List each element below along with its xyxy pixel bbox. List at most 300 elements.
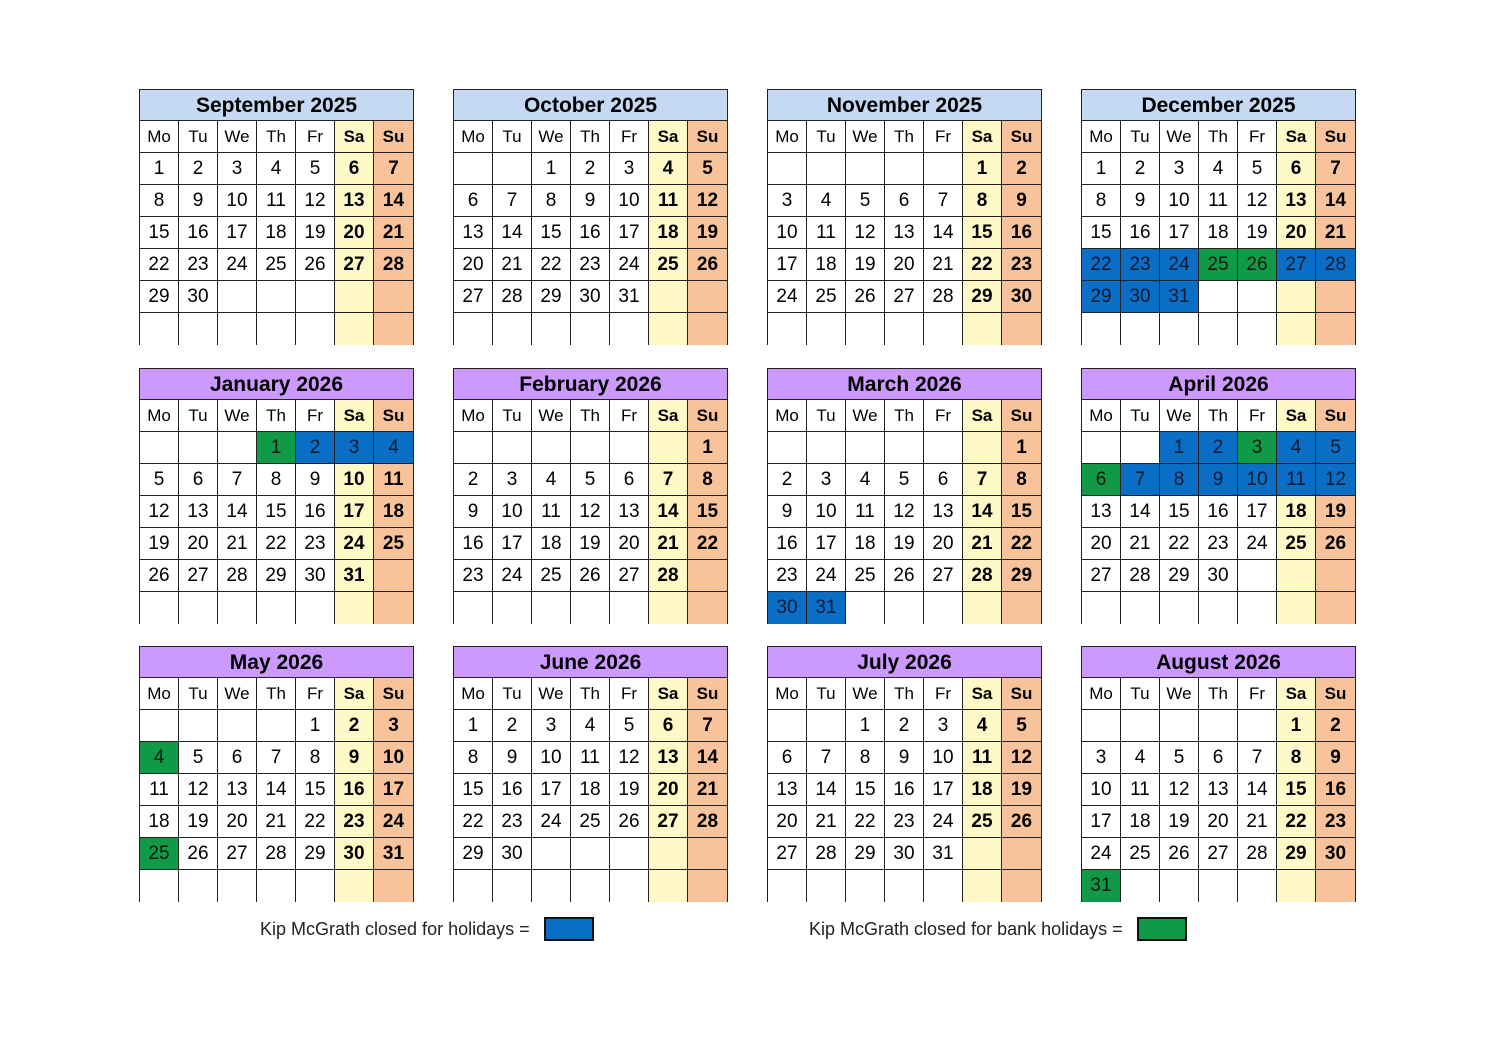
day-cell: 4	[1277, 432, 1316, 464]
month-grid	[768, 678, 1041, 902]
day-cell: 25	[571, 806, 610, 838]
empty-day-cell	[1121, 313, 1160, 345]
day-cell: 24	[1238, 528, 1277, 560]
day-cell: 30	[179, 281, 218, 313]
day-cell: 1	[257, 432, 296, 464]
empty-day-cell	[493, 432, 532, 464]
day-cell: 13	[768, 774, 807, 806]
weekday-header: Su	[688, 678, 727, 710]
weekday-header: Fr	[1238, 678, 1277, 710]
weekday-header: Su	[1316, 400, 1355, 432]
day-cell: 23	[1316, 806, 1355, 838]
day-cell: 11	[963, 742, 1002, 774]
empty-day-cell	[807, 153, 846, 185]
empty-day-cell	[1199, 710, 1238, 742]
weekday-header: Tu	[179, 678, 218, 710]
day-cell: 17	[610, 217, 649, 249]
day-cell: 13	[1199, 774, 1238, 806]
empty-day-cell	[688, 838, 727, 870]
empty-day-cell	[571, 432, 610, 464]
day-cell: 19	[296, 217, 335, 249]
day-cell: 22	[1160, 528, 1199, 560]
empty-day-cell	[179, 313, 218, 345]
weekday-header: Mo	[454, 678, 493, 710]
day-cell: 14	[218, 496, 257, 528]
day-cell: 14	[493, 217, 532, 249]
day-cell: 10	[493, 496, 532, 528]
empty-day-cell	[257, 281, 296, 313]
day-cell: 11	[649, 185, 688, 217]
empty-day-cell	[1199, 870, 1238, 902]
empty-day-cell	[179, 870, 218, 902]
day-cell: 20	[1199, 806, 1238, 838]
day-cell: 16	[768, 528, 807, 560]
day-cell: 27	[1277, 249, 1316, 281]
day-cell: 6	[924, 464, 963, 496]
day-cell: 12	[688, 185, 727, 217]
day-cell: 3	[374, 710, 413, 742]
weekday-header: Mo	[140, 121, 179, 153]
day-cell: 12	[1316, 464, 1355, 496]
day-cell: 10	[924, 742, 963, 774]
day-cell: 11	[374, 464, 413, 496]
day-cell: 21	[257, 806, 296, 838]
day-cell: 9	[493, 742, 532, 774]
month-grid	[454, 400, 727, 624]
empty-day-cell	[688, 281, 727, 313]
empty-day-cell	[1082, 432, 1121, 464]
day-cell: 31	[924, 838, 963, 870]
empty-day-cell	[374, 560, 413, 592]
month-grid	[454, 121, 727, 345]
empty-day-cell	[924, 592, 963, 624]
empty-day-cell	[1121, 710, 1160, 742]
day-cell: 31	[1082, 870, 1121, 902]
day-cell: 22	[688, 528, 727, 560]
legend-holidays-label: Kip McGrath closed for holidays =	[260, 918, 530, 939]
weekday-header: We	[218, 678, 257, 710]
day-cell: 13	[218, 774, 257, 806]
day-cell: 13	[649, 742, 688, 774]
day-cell: 12	[610, 742, 649, 774]
day-cell: 11	[571, 742, 610, 774]
weekday-header: Fr	[924, 121, 963, 153]
empty-day-cell	[1238, 592, 1277, 624]
weekday-header: Fr	[296, 678, 335, 710]
empty-day-cell	[296, 870, 335, 902]
empty-day-cell	[1199, 313, 1238, 345]
day-cell: 26	[1002, 806, 1041, 838]
day-cell: 18	[140, 806, 179, 838]
weekday-header: Sa	[963, 121, 1002, 153]
empty-day-cell	[532, 432, 571, 464]
day-cell: 9	[296, 464, 335, 496]
day-cell: 28	[649, 560, 688, 592]
empty-day-cell	[532, 313, 571, 345]
weekday-header: Fr	[1238, 121, 1277, 153]
empty-day-cell	[807, 710, 846, 742]
day-cell: 14	[1316, 185, 1355, 217]
day-cell: 7	[1238, 742, 1277, 774]
day-cell: 11	[807, 217, 846, 249]
empty-day-cell	[885, 592, 924, 624]
day-cell: 27	[768, 838, 807, 870]
day-cell: 15	[1277, 774, 1316, 806]
empty-day-cell	[1316, 560, 1355, 592]
day-cell: 21	[1316, 217, 1355, 249]
day-cell: 5	[296, 153, 335, 185]
day-cell: 23	[296, 528, 335, 560]
day-cell: 15	[140, 217, 179, 249]
day-cell: 3	[218, 153, 257, 185]
weekday-header: Fr	[610, 678, 649, 710]
day-cell: 26	[885, 560, 924, 592]
weekday-header: Tu	[807, 121, 846, 153]
day-cell: 10	[335, 464, 374, 496]
day-cell: 6	[335, 153, 374, 185]
day-cell: 29	[1002, 560, 1041, 592]
empty-day-cell	[1238, 281, 1277, 313]
day-cell: 10	[532, 742, 571, 774]
day-cell: 16	[296, 496, 335, 528]
day-cell: 14	[1121, 496, 1160, 528]
day-cell: 31	[1160, 281, 1199, 313]
day-cell: 4	[140, 742, 179, 774]
empty-day-cell	[218, 313, 257, 345]
day-cell: 3	[532, 710, 571, 742]
day-cell: 6	[454, 185, 493, 217]
day-cell: 22	[296, 806, 335, 838]
day-cell: 28	[374, 249, 413, 281]
day-cell: 13	[610, 496, 649, 528]
day-cell: 17	[335, 496, 374, 528]
day-cell: 22	[140, 249, 179, 281]
day-cell: 18	[1199, 217, 1238, 249]
day-cell: 9	[1199, 464, 1238, 496]
weekday-header: Mo	[1082, 400, 1121, 432]
day-cell: 1	[140, 153, 179, 185]
day-cell: 24	[807, 560, 846, 592]
empty-day-cell	[963, 432, 1002, 464]
day-cell: 14	[963, 496, 1002, 528]
day-cell: 12	[1238, 185, 1277, 217]
day-cell: 26	[140, 560, 179, 592]
day-cell: 6	[1082, 464, 1121, 496]
day-cell: 29	[963, 281, 1002, 313]
day-cell: 13	[335, 185, 374, 217]
day-cell: 26	[1238, 249, 1277, 281]
weekday-header: Th	[885, 121, 924, 153]
day-cell: 2	[885, 710, 924, 742]
day-cell: 19	[610, 774, 649, 806]
day-cell: 10	[1160, 185, 1199, 217]
day-cell: 16	[571, 217, 610, 249]
empty-day-cell	[1277, 281, 1316, 313]
day-cell: 18	[649, 217, 688, 249]
weekday-header: Fr	[610, 400, 649, 432]
day-cell: 6	[885, 185, 924, 217]
day-cell: 7	[1121, 464, 1160, 496]
day-cell: 30	[885, 838, 924, 870]
weekday-header: Su	[688, 400, 727, 432]
weekday-header: We	[532, 121, 571, 153]
day-cell: 30	[1199, 560, 1238, 592]
day-cell: 21	[688, 774, 727, 806]
weekday-header: Sa	[335, 121, 374, 153]
day-cell: 9	[1316, 742, 1355, 774]
day-cell: 1	[1160, 432, 1199, 464]
day-cell: 10	[807, 496, 846, 528]
day-cell: 26	[571, 560, 610, 592]
empty-day-cell	[1316, 870, 1355, 902]
day-cell: 24	[218, 249, 257, 281]
empty-day-cell	[1160, 870, 1199, 902]
day-cell: 22	[1082, 249, 1121, 281]
day-cell: 23	[179, 249, 218, 281]
day-cell: 23	[335, 806, 374, 838]
day-cell: 1	[1277, 710, 1316, 742]
legend-bank-holidays-label: Kip McGrath closed for bank holidays =	[809, 918, 1123, 939]
empty-day-cell	[649, 592, 688, 624]
day-cell: 15	[688, 496, 727, 528]
day-cell: 24	[1082, 838, 1121, 870]
empty-day-cell	[454, 592, 493, 624]
legend-bank-holidays	[809, 914, 1187, 944]
day-cell: 25	[257, 249, 296, 281]
day-cell: 9	[179, 185, 218, 217]
empty-day-cell	[532, 870, 571, 902]
empty-day-cell	[218, 592, 257, 624]
day-cell: 26	[179, 838, 218, 870]
day-cell: 24	[1160, 249, 1199, 281]
empty-day-cell	[885, 432, 924, 464]
empty-day-cell	[924, 153, 963, 185]
day-cell: 4	[532, 464, 571, 496]
empty-day-cell	[688, 870, 727, 902]
weekday-header: Sa	[649, 400, 688, 432]
weekday-header: Sa	[963, 678, 1002, 710]
day-cell: 26	[688, 249, 727, 281]
day-cell: 27	[1082, 560, 1121, 592]
weekday-header: Su	[1316, 678, 1355, 710]
month-grid	[140, 400, 413, 624]
day-cell: 25	[374, 528, 413, 560]
empty-day-cell	[493, 153, 532, 185]
weekday-header: Th	[885, 400, 924, 432]
day-cell: 28	[924, 281, 963, 313]
month-calendar	[767, 368, 1042, 624]
weekday-header: Sa	[1277, 400, 1316, 432]
empty-day-cell	[257, 313, 296, 345]
weekday-header: Sa	[1277, 121, 1316, 153]
empty-day-cell	[1238, 313, 1277, 345]
empty-day-cell	[532, 838, 571, 870]
day-cell: 29	[257, 560, 296, 592]
day-cell: 2	[1121, 153, 1160, 185]
empty-day-cell	[1082, 313, 1121, 345]
empty-day-cell	[257, 870, 296, 902]
empty-day-cell	[335, 281, 374, 313]
day-cell: 29	[846, 838, 885, 870]
day-cell: 24	[374, 806, 413, 838]
empty-day-cell	[1002, 870, 1041, 902]
day-cell: 23	[1199, 528, 1238, 560]
day-cell: 3	[493, 464, 532, 496]
day-cell: 8	[846, 742, 885, 774]
weekday-header: We	[218, 121, 257, 153]
day-cell: 15	[1082, 217, 1121, 249]
day-cell: 8	[140, 185, 179, 217]
empty-day-cell	[140, 592, 179, 624]
weekday-header: Fr	[296, 121, 335, 153]
day-cell: 22	[846, 806, 885, 838]
day-cell: 30	[1316, 838, 1355, 870]
empty-day-cell	[1316, 592, 1355, 624]
day-cell: 1	[688, 432, 727, 464]
day-cell: 26	[296, 249, 335, 281]
weekday-header: Su	[1002, 678, 1041, 710]
weekday-header: Fr	[610, 121, 649, 153]
day-cell: 30	[335, 838, 374, 870]
day-cell: 17	[374, 774, 413, 806]
empty-day-cell	[1082, 592, 1121, 624]
day-cell: 10	[610, 185, 649, 217]
weekday-header: Sa	[335, 400, 374, 432]
empty-day-cell	[649, 870, 688, 902]
day-cell: 11	[846, 496, 885, 528]
day-cell: 21	[1238, 806, 1277, 838]
day-cell: 3	[1160, 153, 1199, 185]
day-cell: 7	[257, 742, 296, 774]
empty-day-cell	[807, 870, 846, 902]
day-cell: 29	[532, 281, 571, 313]
month-title: May 2026	[140, 647, 413, 678]
day-cell: 12	[885, 496, 924, 528]
day-cell: 23	[1121, 249, 1160, 281]
day-cell: 24	[768, 281, 807, 313]
month-grid	[454, 678, 727, 902]
day-cell: 15	[963, 217, 1002, 249]
day-cell: 7	[688, 710, 727, 742]
day-cell: 11	[532, 496, 571, 528]
day-cell: 19	[846, 249, 885, 281]
day-cell: 8	[1002, 464, 1041, 496]
day-cell: 10	[218, 185, 257, 217]
month-calendar	[1081, 646, 1356, 902]
month-grid	[1082, 678, 1355, 902]
day-cell: 16	[493, 774, 532, 806]
day-cell: 19	[1160, 806, 1199, 838]
day-cell: 29	[140, 281, 179, 313]
day-cell: 30	[296, 560, 335, 592]
day-cell: 5	[846, 185, 885, 217]
day-cell: 30	[571, 281, 610, 313]
day-cell: 17	[768, 249, 807, 281]
day-cell: 25	[649, 249, 688, 281]
weekday-header: Tu	[1121, 678, 1160, 710]
day-cell: 31	[374, 838, 413, 870]
day-cell: 19	[179, 806, 218, 838]
empty-day-cell	[610, 592, 649, 624]
empty-day-cell	[963, 592, 1002, 624]
empty-day-cell	[1277, 870, 1316, 902]
day-cell: 23	[1002, 249, 1041, 281]
empty-day-cell	[179, 710, 218, 742]
day-cell: 17	[1238, 496, 1277, 528]
day-cell: 7	[924, 185, 963, 217]
day-cell: 8	[963, 185, 1002, 217]
day-cell: 23	[768, 560, 807, 592]
day-cell: 28	[688, 806, 727, 838]
empty-day-cell	[885, 153, 924, 185]
day-cell: 26	[846, 281, 885, 313]
day-cell: 17	[924, 774, 963, 806]
day-cell: 26	[1316, 528, 1355, 560]
day-cell: 6	[1199, 742, 1238, 774]
day-cell: 23	[493, 806, 532, 838]
empty-day-cell	[1199, 281, 1238, 313]
day-cell: 21	[493, 249, 532, 281]
empty-day-cell	[571, 870, 610, 902]
day-cell: 29	[1160, 560, 1199, 592]
weekday-header: Mo	[140, 400, 179, 432]
month-grid	[1082, 400, 1355, 624]
day-cell: 30	[768, 592, 807, 624]
empty-day-cell	[688, 592, 727, 624]
empty-day-cell	[1238, 560, 1277, 592]
day-cell: 2	[571, 153, 610, 185]
day-cell: 1	[963, 153, 1002, 185]
empty-day-cell	[1121, 870, 1160, 902]
empty-day-cell	[374, 870, 413, 902]
weekday-header: Su	[1002, 400, 1041, 432]
day-cell: 24	[610, 249, 649, 281]
day-cell: 8	[532, 185, 571, 217]
day-cell: 18	[1121, 806, 1160, 838]
day-cell: 12	[1160, 774, 1199, 806]
empty-day-cell	[1238, 870, 1277, 902]
weekday-header: Su	[374, 678, 413, 710]
day-cell: 7	[493, 185, 532, 217]
month-calendar	[139, 646, 414, 902]
day-cell: 20	[218, 806, 257, 838]
month-calendar	[767, 646, 1042, 902]
day-cell: 15	[1002, 496, 1041, 528]
day-cell: 15	[1160, 496, 1199, 528]
day-cell: 16	[885, 774, 924, 806]
day-cell: 22	[963, 249, 1002, 281]
day-cell: 3	[610, 153, 649, 185]
month-calendar	[767, 89, 1042, 345]
day-cell: 28	[1121, 560, 1160, 592]
month-calendar	[1081, 368, 1356, 624]
day-cell: 4	[1199, 153, 1238, 185]
empty-day-cell	[1277, 313, 1316, 345]
weekday-header: Mo	[768, 400, 807, 432]
day-cell: 12	[571, 496, 610, 528]
weekday-header: Th	[1199, 400, 1238, 432]
empty-day-cell	[335, 592, 374, 624]
day-cell: 16	[335, 774, 374, 806]
weekday-header: Tu	[493, 121, 532, 153]
weekday-header: We	[1160, 121, 1199, 153]
empty-day-cell	[296, 313, 335, 345]
day-cell: 14	[688, 742, 727, 774]
day-cell: 18	[1277, 496, 1316, 528]
day-cell: 29	[1082, 281, 1121, 313]
day-cell: 16	[179, 217, 218, 249]
month-calendar	[453, 89, 728, 345]
